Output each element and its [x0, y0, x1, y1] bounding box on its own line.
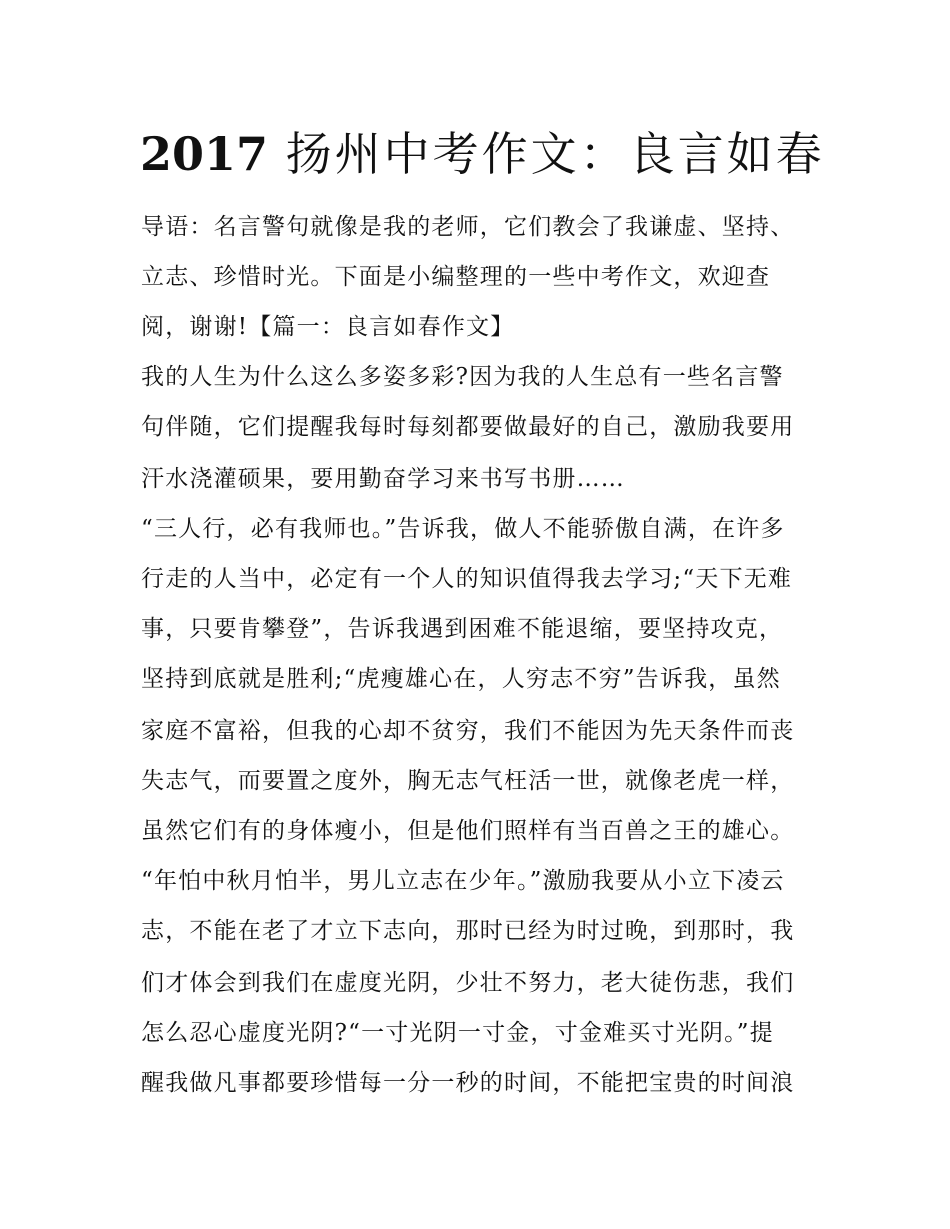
- body-line: 失志气，而要置之度外，胸无志气枉活一世，就像老虎一样，: [141, 768, 795, 794]
- body-line: 家庭不富裕，但我的心却不贫穷，我们不能因为先天条件而丧: [141, 718, 795, 744]
- body-line: 汗水浇灌硕果，要用勤奋学习来书写书册……: [141, 466, 625, 492]
- body-line: 行走的人当中，必定有一个人的知识值得我去学习;“天下无难: [141, 566, 793, 592]
- body-line: 们才体会到我们在虚度光阴，少壮不努力，老大徒伤悲，我们: [141, 970, 795, 996]
- body-line: 坚持到底就是胜利;“虎瘦雄心在，人穷志不穷”告诉我，虽然: [141, 666, 781, 692]
- body-line: 怎么忍心虚度光阴?“一寸光阴一寸金，寸金难买寸光阴。”提: [141, 1020, 774, 1046]
- title-year: 2017: [140, 127, 269, 181]
- body-line: 事，只要肯攀登”，告诉我遇到困难不能退缩，要坚持攻克，: [141, 616, 784, 642]
- body-line: 我的人生为什么这么多姿多彩?因为我的人生总有一些名言警: [141, 364, 784, 390]
- body-line: 立志、珍惜时光。下面是小编整理的一些中考作文，欢迎查: [141, 264, 771, 290]
- document-title: [140, 118, 860, 184]
- title-text: 扬州中考作文：良言如春: [268, 127, 825, 181]
- body-line: 醒我做凡事都要珍惜每一分一秒的时间，不能把宝贵的时间浪: [141, 1070, 795, 1096]
- body-line: 志，不能在老了才立下志向，那时已经为时过晚，到那时，我: [141, 918, 795, 944]
- body-line: 虽然它们有的身体瘦小，但是他们照样有当百兽之王的雄心。: [141, 818, 795, 844]
- body-line: 句伴随，它们提醒我每时每刻都要做最好的自己，激励我要用: [141, 414, 795, 440]
- body-line: 阅，谢谢!【篇一：良言如春作文】: [141, 314, 515, 340]
- body-line: “三人行，必有我师也。”告诉我，做人不能骄傲自满，在许多: [141, 516, 785, 542]
- body-line: “年怕中秋月怕半，男儿立志在少年。”激励我要从小立下凌云: [141, 868, 785, 894]
- body-line: 导语：名言警句就像是我的老师，它们教会了我谦虚、坚持、: [141, 214, 795, 240]
